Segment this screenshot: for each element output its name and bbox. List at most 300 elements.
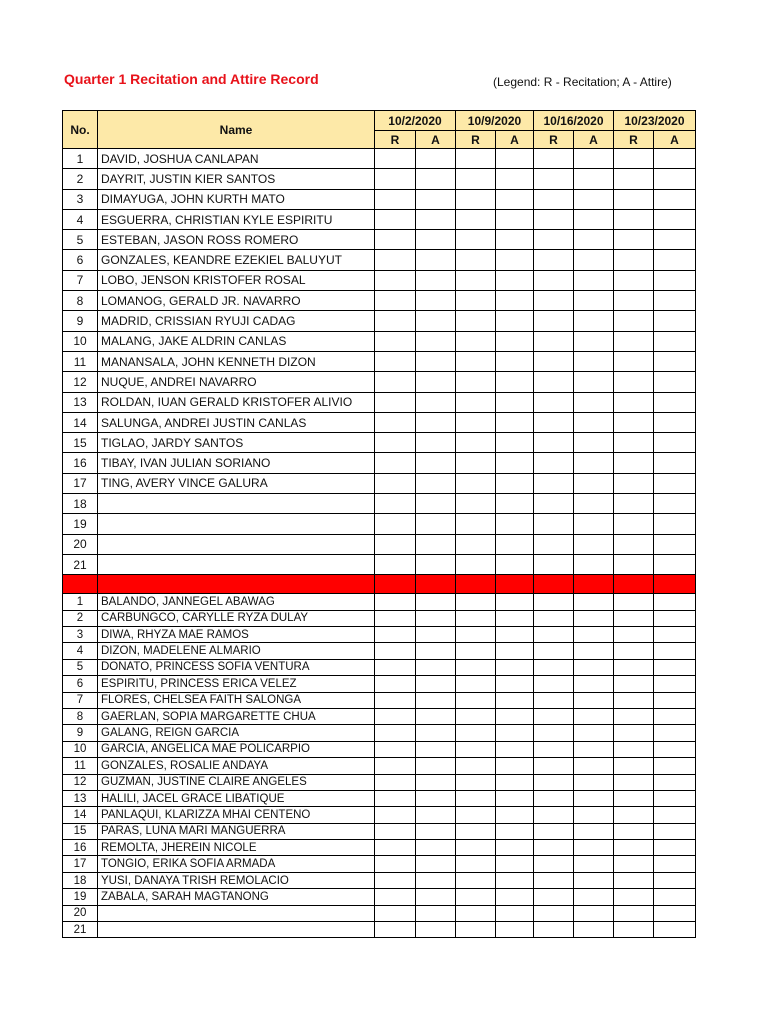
recitation-cell[interactable]	[375, 758, 416, 774]
recitation-cell[interactable]	[614, 433, 654, 453]
attire-cell[interactable]	[654, 774, 696, 790]
attire-cell[interactable]	[574, 922, 614, 938]
attire-cell[interactable]	[416, 594, 456, 610]
attire-cell[interactable]	[654, 807, 696, 823]
recitation-cell[interactable]	[534, 594, 574, 610]
recitation-cell[interactable]	[375, 149, 416, 169]
attire-cell[interactable]	[574, 311, 614, 331]
recitation-cell[interactable]	[456, 514, 496, 534]
attire-cell[interactable]	[574, 889, 614, 905]
recitation-cell[interactable]	[456, 392, 496, 412]
recitation-cell[interactable]	[456, 889, 496, 905]
attire-cell[interactable]	[574, 392, 614, 412]
recitation-cell[interactable]	[456, 189, 496, 209]
attire-cell[interactable]	[496, 270, 534, 290]
recitation-cell[interactable]	[456, 922, 496, 938]
attire-cell[interactable]	[416, 494, 456, 514]
attire-cell[interactable]	[654, 189, 696, 209]
attire-cell[interactable]	[574, 840, 614, 856]
recitation-cell[interactable]	[375, 453, 416, 473]
attire-cell[interactable]	[496, 250, 534, 270]
attire-cell[interactable]	[654, 889, 696, 905]
recitation-cell[interactable]	[375, 169, 416, 189]
attire-cell[interactable]	[416, 514, 456, 534]
recitation-cell[interactable]	[375, 889, 416, 905]
recitation-cell[interactable]	[456, 331, 496, 351]
recitation-cell[interactable]	[456, 708, 496, 724]
recitation-cell[interactable]	[456, 291, 496, 311]
recitation-cell[interactable]	[375, 708, 416, 724]
recitation-cell[interactable]	[614, 554, 654, 574]
recitation-cell[interactable]	[614, 692, 654, 708]
recitation-cell[interactable]	[614, 774, 654, 790]
attire-cell[interactable]	[496, 659, 534, 675]
attire-cell[interactable]	[496, 889, 534, 905]
recitation-cell[interactable]	[375, 741, 416, 757]
recitation-cell[interactable]	[456, 627, 496, 643]
attire-cell[interactable]	[574, 676, 614, 692]
attire-cell[interactable]	[654, 351, 696, 371]
recitation-cell[interactable]	[375, 823, 416, 839]
recitation-cell[interactable]	[456, 774, 496, 790]
attire-cell[interactable]	[416, 627, 456, 643]
recitation-cell[interactable]	[456, 758, 496, 774]
recitation-cell[interactable]	[375, 627, 416, 643]
attire-cell[interactable]	[496, 610, 534, 626]
attire-cell[interactable]	[654, 594, 696, 610]
attire-cell[interactable]	[574, 774, 614, 790]
recitation-cell[interactable]	[456, 169, 496, 189]
attire-cell[interactable]	[574, 741, 614, 757]
recitation-cell[interactable]	[375, 250, 416, 270]
recitation-cell[interactable]	[534, 889, 574, 905]
recitation-cell[interactable]	[614, 372, 654, 392]
attire-cell[interactable]	[654, 659, 696, 675]
recitation-cell[interactable]	[375, 790, 416, 806]
attire-cell[interactable]	[574, 351, 614, 371]
attire-cell[interactable]	[654, 840, 696, 856]
recitation-cell[interactable]	[614, 270, 654, 290]
attire-cell[interactable]	[654, 514, 696, 534]
recitation-cell[interactable]	[456, 453, 496, 473]
recitation-cell[interactable]	[375, 676, 416, 692]
attire-cell[interactable]	[416, 725, 456, 741]
attire-cell[interactable]	[574, 692, 614, 708]
recitation-cell[interactable]	[534, 741, 574, 757]
attire-cell[interactable]	[496, 823, 534, 839]
recitation-cell[interactable]	[614, 676, 654, 692]
attire-cell[interactable]	[496, 922, 534, 938]
attire-cell[interactable]	[416, 270, 456, 290]
recitation-cell[interactable]	[456, 725, 496, 741]
attire-cell[interactable]	[416, 856, 456, 872]
recitation-cell[interactable]	[614, 725, 654, 741]
attire-cell[interactable]	[654, 392, 696, 412]
recitation-cell[interactable]	[534, 659, 574, 675]
attire-cell[interactable]	[654, 708, 696, 724]
attire-cell[interactable]	[654, 872, 696, 888]
attire-cell[interactable]	[574, 270, 614, 290]
attire-cell[interactable]	[496, 412, 534, 432]
recitation-cell[interactable]	[456, 351, 496, 371]
recitation-cell[interactable]	[534, 189, 574, 209]
recitation-cell[interactable]	[534, 250, 574, 270]
attire-cell[interactable]	[654, 856, 696, 872]
recitation-cell[interactable]	[534, 708, 574, 724]
attire-cell[interactable]	[496, 230, 534, 250]
recitation-cell[interactable]	[456, 807, 496, 823]
attire-cell[interactable]	[574, 412, 614, 432]
recitation-cell[interactable]	[456, 270, 496, 290]
recitation-cell[interactable]	[534, 643, 574, 659]
recitation-cell[interactable]	[456, 372, 496, 392]
attire-cell[interactable]	[654, 554, 696, 574]
recitation-cell[interactable]	[375, 659, 416, 675]
recitation-cell[interactable]	[375, 311, 416, 331]
recitation-cell[interactable]	[534, 514, 574, 534]
recitation-cell[interactable]	[375, 872, 416, 888]
attire-cell[interactable]	[654, 291, 696, 311]
attire-cell[interactable]	[416, 872, 456, 888]
recitation-cell[interactable]	[614, 250, 654, 270]
recitation-cell[interactable]	[456, 494, 496, 514]
recitation-cell[interactable]	[614, 922, 654, 938]
attire-cell[interactable]	[416, 412, 456, 432]
recitation-cell[interactable]	[614, 840, 654, 856]
attire-cell[interactable]	[574, 433, 614, 453]
recitation-cell[interactable]	[375, 494, 416, 514]
recitation-cell[interactable]	[534, 169, 574, 189]
recitation-cell[interactable]	[614, 823, 654, 839]
recitation-cell[interactable]	[614, 473, 654, 493]
attire-cell[interactable]	[574, 610, 614, 626]
recitation-cell[interactable]	[534, 372, 574, 392]
recitation-cell[interactable]	[534, 823, 574, 839]
attire-cell[interactable]	[574, 514, 614, 534]
recitation-cell[interactable]	[375, 351, 416, 371]
attire-cell[interactable]	[416, 889, 456, 905]
attire-cell[interactable]	[416, 692, 456, 708]
recitation-cell[interactable]	[456, 790, 496, 806]
attire-cell[interactable]	[574, 594, 614, 610]
recitation-cell[interactable]	[534, 494, 574, 514]
recitation-cell[interactable]	[375, 209, 416, 229]
attire-cell[interactable]	[416, 473, 456, 493]
attire-cell[interactable]	[416, 169, 456, 189]
attire-cell[interactable]	[416, 659, 456, 675]
attire-cell[interactable]	[574, 534, 614, 554]
recitation-cell[interactable]	[456, 250, 496, 270]
attire-cell[interactable]	[496, 872, 534, 888]
recitation-cell[interactable]	[614, 311, 654, 331]
attire-cell[interactable]	[654, 790, 696, 806]
attire-cell[interactable]	[574, 807, 614, 823]
recitation-cell[interactable]	[456, 230, 496, 250]
recitation-cell[interactable]	[534, 291, 574, 311]
recitation-cell[interactable]	[534, 676, 574, 692]
attire-cell[interactable]	[496, 774, 534, 790]
recitation-cell[interactable]	[534, 230, 574, 250]
recitation-cell[interactable]	[375, 534, 416, 554]
recitation-cell[interactable]	[375, 554, 416, 574]
attire-cell[interactable]	[496, 473, 534, 493]
attire-cell[interactable]	[574, 856, 614, 872]
attire-cell[interactable]	[574, 725, 614, 741]
attire-cell[interactable]	[496, 856, 534, 872]
recitation-cell[interactable]	[534, 149, 574, 169]
attire-cell[interactable]	[416, 922, 456, 938]
attire-cell[interactable]	[496, 453, 534, 473]
attire-cell[interactable]	[496, 514, 534, 534]
attire-cell[interactable]	[654, 627, 696, 643]
recitation-cell[interactable]	[375, 856, 416, 872]
recitation-cell[interactable]	[456, 659, 496, 675]
recitation-cell[interactable]	[614, 291, 654, 311]
attire-cell[interactable]	[654, 331, 696, 351]
recitation-cell[interactable]	[375, 610, 416, 626]
attire-cell[interactable]	[654, 149, 696, 169]
attire-cell[interactable]	[574, 291, 614, 311]
recitation-cell[interactable]	[534, 433, 574, 453]
attire-cell[interactable]	[654, 905, 696, 921]
attire-cell[interactable]	[574, 372, 614, 392]
recitation-cell[interactable]	[534, 790, 574, 806]
recitation-cell[interactable]	[614, 659, 654, 675]
recitation-cell[interactable]	[456, 610, 496, 626]
attire-cell[interactable]	[654, 412, 696, 432]
recitation-cell[interactable]	[375, 692, 416, 708]
attire-cell[interactable]	[654, 676, 696, 692]
attire-cell[interactable]	[416, 643, 456, 659]
recitation-cell[interactable]	[534, 692, 574, 708]
attire-cell[interactable]	[574, 473, 614, 493]
attire-cell[interactable]	[496, 169, 534, 189]
recitation-cell[interactable]	[614, 790, 654, 806]
recitation-cell[interactable]	[534, 627, 574, 643]
attire-cell[interactable]	[496, 725, 534, 741]
attire-cell[interactable]	[574, 823, 614, 839]
attire-cell[interactable]	[416, 610, 456, 626]
recitation-cell[interactable]	[375, 514, 416, 534]
attire-cell[interactable]	[496, 807, 534, 823]
attire-cell[interactable]	[654, 230, 696, 250]
attire-cell[interactable]	[496, 433, 534, 453]
recitation-cell[interactable]	[614, 741, 654, 757]
attire-cell[interactable]	[574, 230, 614, 250]
attire-cell[interactable]	[416, 230, 456, 250]
recitation-cell[interactable]	[614, 534, 654, 554]
recitation-cell[interactable]	[456, 594, 496, 610]
recitation-cell[interactable]	[375, 412, 416, 432]
attire-cell[interactable]	[496, 692, 534, 708]
recitation-cell[interactable]	[614, 392, 654, 412]
attire-cell[interactable]	[574, 209, 614, 229]
attire-cell[interactable]	[574, 905, 614, 921]
recitation-cell[interactable]	[534, 758, 574, 774]
recitation-cell[interactable]	[375, 230, 416, 250]
recitation-cell[interactable]	[534, 554, 574, 574]
attire-cell[interactable]	[496, 758, 534, 774]
recitation-cell[interactable]	[614, 807, 654, 823]
attire-cell[interactable]	[574, 872, 614, 888]
attire-cell[interactable]	[654, 643, 696, 659]
attire-cell[interactable]	[574, 331, 614, 351]
attire-cell[interactable]	[574, 169, 614, 189]
recitation-cell[interactable]	[456, 872, 496, 888]
recitation-cell[interactable]	[456, 433, 496, 453]
attire-cell[interactable]	[574, 659, 614, 675]
recitation-cell[interactable]	[534, 473, 574, 493]
attire-cell[interactable]	[416, 392, 456, 412]
attire-cell[interactable]	[574, 494, 614, 514]
recitation-cell[interactable]	[375, 922, 416, 938]
attire-cell[interactable]	[496, 840, 534, 856]
recitation-cell[interactable]	[534, 209, 574, 229]
recitation-cell[interactable]	[375, 189, 416, 209]
recitation-cell[interactable]	[614, 905, 654, 921]
recitation-cell[interactable]	[375, 291, 416, 311]
attire-cell[interactable]	[496, 594, 534, 610]
recitation-cell[interactable]	[375, 372, 416, 392]
attire-cell[interactable]	[416, 433, 456, 453]
attire-cell[interactable]	[416, 758, 456, 774]
recitation-cell[interactable]	[375, 433, 416, 453]
attire-cell[interactable]	[654, 433, 696, 453]
recitation-cell[interactable]	[456, 905, 496, 921]
attire-cell[interactable]	[496, 534, 534, 554]
attire-cell[interactable]	[496, 554, 534, 574]
recitation-cell[interactable]	[456, 149, 496, 169]
attire-cell[interactable]	[416, 905, 456, 921]
recitation-cell[interactable]	[614, 514, 654, 534]
attire-cell[interactable]	[416, 823, 456, 839]
attire-cell[interactable]	[496, 189, 534, 209]
recitation-cell[interactable]	[534, 807, 574, 823]
attire-cell[interactable]	[496, 905, 534, 921]
recitation-cell[interactable]	[456, 554, 496, 574]
attire-cell[interactable]	[654, 692, 696, 708]
recitation-cell[interactable]	[534, 840, 574, 856]
recitation-cell[interactable]	[534, 534, 574, 554]
recitation-cell[interactable]	[456, 676, 496, 692]
attire-cell[interactable]	[416, 189, 456, 209]
recitation-cell[interactable]	[614, 230, 654, 250]
recitation-cell[interactable]	[614, 453, 654, 473]
recitation-cell[interactable]	[614, 412, 654, 432]
recitation-cell[interactable]	[375, 905, 416, 921]
recitation-cell[interactable]	[456, 741, 496, 757]
attire-cell[interactable]	[654, 453, 696, 473]
attire-cell[interactable]	[496, 372, 534, 392]
recitation-cell[interactable]	[534, 351, 574, 371]
recitation-cell[interactable]	[456, 840, 496, 856]
recitation-cell[interactable]	[614, 758, 654, 774]
recitation-cell[interactable]	[375, 594, 416, 610]
recitation-cell[interactable]	[614, 643, 654, 659]
attire-cell[interactable]	[654, 758, 696, 774]
attire-cell[interactable]	[654, 311, 696, 331]
attire-cell[interactable]	[496, 311, 534, 331]
attire-cell[interactable]	[654, 610, 696, 626]
attire-cell[interactable]	[416, 807, 456, 823]
attire-cell[interactable]	[496, 494, 534, 514]
recitation-cell[interactable]	[534, 922, 574, 938]
recitation-cell[interactable]	[534, 856, 574, 872]
recitation-cell[interactable]	[614, 331, 654, 351]
attire-cell[interactable]	[416, 534, 456, 554]
attire-cell[interactable]	[416, 676, 456, 692]
recitation-cell[interactable]	[614, 627, 654, 643]
attire-cell[interactable]	[574, 453, 614, 473]
attire-cell[interactable]	[574, 790, 614, 806]
recitation-cell[interactable]	[614, 209, 654, 229]
recitation-cell[interactable]	[614, 708, 654, 724]
attire-cell[interactable]	[496, 741, 534, 757]
attire-cell[interactable]	[496, 392, 534, 412]
attire-cell[interactable]	[416, 291, 456, 311]
attire-cell[interactable]	[416, 790, 456, 806]
recitation-cell[interactable]	[534, 774, 574, 790]
recitation-cell[interactable]	[456, 412, 496, 432]
attire-cell[interactable]	[416, 250, 456, 270]
recitation-cell[interactable]	[375, 725, 416, 741]
attire-cell[interactable]	[416, 453, 456, 473]
attire-cell[interactable]	[416, 741, 456, 757]
attire-cell[interactable]	[574, 627, 614, 643]
attire-cell[interactable]	[416, 372, 456, 392]
attire-cell[interactable]	[654, 494, 696, 514]
recitation-cell[interactable]	[456, 856, 496, 872]
recitation-cell[interactable]	[375, 643, 416, 659]
recitation-cell[interactable]	[534, 905, 574, 921]
recitation-cell[interactable]	[456, 209, 496, 229]
attire-cell[interactable]	[654, 372, 696, 392]
attire-cell[interactable]	[654, 534, 696, 554]
attire-cell[interactable]	[416, 774, 456, 790]
recitation-cell[interactable]	[534, 392, 574, 412]
attire-cell[interactable]	[496, 627, 534, 643]
recitation-cell[interactable]	[375, 392, 416, 412]
recitation-cell[interactable]	[375, 807, 416, 823]
attire-cell[interactable]	[574, 149, 614, 169]
recitation-cell[interactable]	[375, 473, 416, 493]
attire-cell[interactable]	[496, 351, 534, 371]
recitation-cell[interactable]	[614, 149, 654, 169]
recitation-cell[interactable]	[456, 473, 496, 493]
attire-cell[interactable]	[654, 741, 696, 757]
attire-cell[interactable]	[574, 250, 614, 270]
attire-cell[interactable]	[416, 554, 456, 574]
recitation-cell[interactable]	[534, 270, 574, 290]
recitation-cell[interactable]	[534, 311, 574, 331]
recitation-cell[interactable]	[534, 412, 574, 432]
attire-cell[interactable]	[416, 149, 456, 169]
attire-cell[interactable]	[654, 250, 696, 270]
recitation-cell[interactable]	[375, 840, 416, 856]
attire-cell[interactable]	[496, 149, 534, 169]
attire-cell[interactable]	[496, 331, 534, 351]
recitation-cell[interactable]	[534, 725, 574, 741]
attire-cell[interactable]	[574, 708, 614, 724]
attire-cell[interactable]	[574, 554, 614, 574]
attire-cell[interactable]	[654, 270, 696, 290]
recitation-cell[interactable]	[614, 594, 654, 610]
recitation-cell[interactable]	[614, 872, 654, 888]
recitation-cell[interactable]	[614, 351, 654, 371]
attire-cell[interactable]	[574, 643, 614, 659]
attire-cell[interactable]	[496, 209, 534, 229]
attire-cell[interactable]	[416, 331, 456, 351]
